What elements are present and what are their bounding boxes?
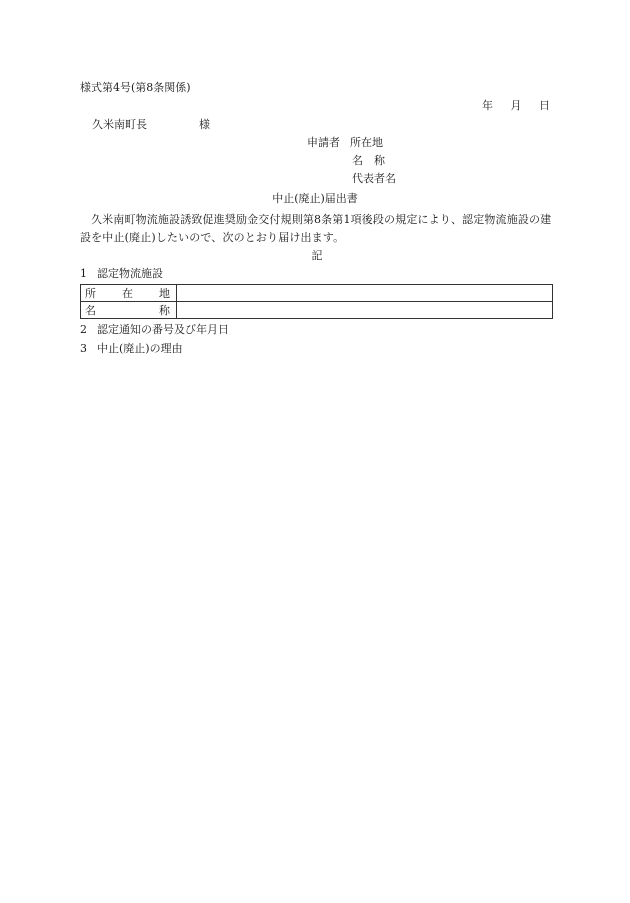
facility-table (80, 284, 553, 319)
item-1 (80, 268, 163, 279)
table-label-address: 所在地 (81, 285, 177, 302)
item-3 (80, 343, 183, 354)
item-3-label: 中止(廃止)の理由 (97, 342, 183, 355)
applicant-name-line (352, 155, 385, 166)
item-3-number: 3 (80, 342, 87, 355)
ki-heading: 記 (311, 249, 323, 262)
item-2-number: 2 (80, 323, 87, 336)
document-title: 中止(廃止)届出書 (272, 192, 358, 205)
table-value-name[interactable] (177, 302, 553, 319)
name-label-b: 称 (374, 154, 385, 167)
applicant-address-line (307, 137, 383, 148)
item-1-label: 認定物流施設 (97, 267, 163, 280)
address-label: 所在地 (350, 136, 383, 149)
item-2 (80, 324, 229, 335)
table-label-name: 名称 (81, 302, 177, 319)
addressee-line (92, 119, 210, 130)
date-line: 年 月 日 (482, 99, 550, 112)
representative-label: 代表者名 (352, 172, 396, 185)
table-row (81, 285, 553, 302)
table-row (81, 302, 553, 319)
item-1-number: 1 (80, 267, 87, 280)
table-value-address[interactable] (177, 285, 553, 302)
body-paragraph: 久米南町物流施設誘致促進奨励金交付規則第8条第1項後段の規定により、認定物流施設の建設を中止(廃止)したいので、次のとおり届け出ます。 (80, 213, 552, 244)
addressee-name: 久米南町長 (92, 118, 147, 131)
honorific: 様 (199, 118, 210, 131)
form-number: 様式第4号(第8条関係) (80, 81, 191, 94)
applicant-label: 申請者 (307, 136, 340, 149)
item-2-label: 認定通知の番号及び年月日 (97, 323, 229, 336)
name-label-a: 名 (352, 154, 363, 167)
